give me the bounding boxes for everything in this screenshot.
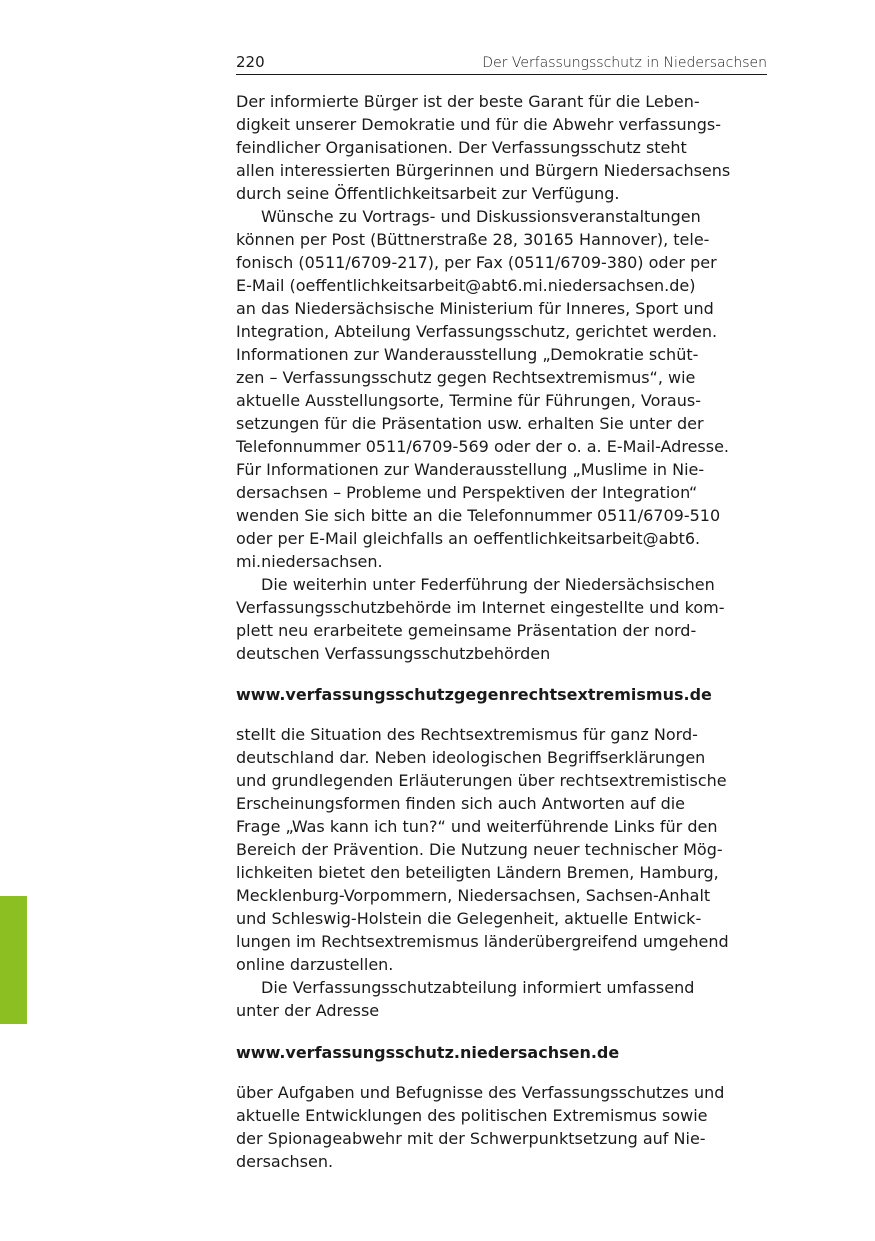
text-line: feindlicher Organisationen. Der Verfassungsschutz steht: [236, 138, 687, 157]
text-line: plett neu erarbeitete gemeinsame Präsentation der nord-: [236, 621, 697, 640]
text-line: zen – Verfassungsschutz gegen Rechtsextremismus“, wie: [236, 368, 696, 387]
text-line: E-Mail (oeffentlichkeitsarbeit@abt6.mi.niedersachsen.de): [236, 276, 696, 295]
page-number: 220: [236, 53, 265, 71]
text-line: an das Niedersächsische Ministerium für Inneres, Sport und: [236, 299, 714, 318]
text-line: Die weiterhin unter Federführung der Niedersächsischen: [261, 575, 715, 594]
text-line: Telefonnummer 0511/6709-569 oder der o. a. E-Mail-Adresse.: [236, 437, 730, 456]
text-line: und Schleswig-Holstein die Gelegenheit, aktuelle Entwick-: [236, 909, 702, 928]
text-line: aktuelle Ausstellungsorte, Termine für Führungen, Voraus-: [236, 391, 701, 410]
text-line: deutschland dar. Neben ideologischen Begriffserklärungen: [236, 748, 706, 767]
text-line: der Spionageabwehr mit der Schwerpunktsetzung auf Nie-: [236, 1129, 706, 1148]
text-line: lungen im Rechtsextremismus länderübergreifend umgehend: [236, 932, 729, 951]
text-line: dersachsen – Probleme und Perspektiven der Integration“: [236, 483, 698, 502]
text-line: Für Informationen zur Wanderausstellung „Muslime in Nie-: [236, 460, 705, 479]
text-line: und grundlegenden Erläuterungen über rechtsextremistische: [236, 771, 727, 790]
text-line: Verfassungsschutzbehörde im Internet eingestellte und kom-: [236, 598, 725, 617]
text-line: durch seine Öffentlichkeitsarbeit zur Verfügung.: [236, 184, 620, 203]
text-line: lichkeiten bietet den beteiligten Ländern Bremen, Hamburg,: [236, 863, 719, 882]
text-line: fonisch (0511/6709-217), per Fax (0511/6709-380) oder per: [236, 253, 717, 272]
text-line: aktuelle Entwicklungen des politischen Extremismus sowie: [236, 1106, 708, 1125]
url-verfassungsschutz-niedersachsen: www.verfassungsschutz.niedersachsen.de: [236, 1043, 620, 1062]
text-line: Der informierte Bürger ist der beste Garant für die Leben-: [236, 92, 700, 111]
text-line: unter der Adresse: [236, 1001, 380, 1020]
body-text-block-3: [236, 1081, 776, 1173]
text-line: können per Post (Büttnerstraße 28, 30165 Hannover), tele-: [236, 230, 710, 249]
chapter-tab-marker: [0, 896, 27, 1024]
body-text-block-1: [236, 90, 776, 665]
text-line: deutschen Verfassungsschutzbehörden: [236, 644, 551, 663]
text-line: online darzustellen.: [236, 955, 394, 974]
text-line: über Aufgaben und Befugnisse des Verfassungsschutzes und: [236, 1083, 725, 1102]
text-line: allen interessierten Bürgerinnen und Bürgern Niedersachsens: [236, 161, 731, 180]
text-line: dersachsen.: [236, 1152, 334, 1171]
text-line: Die Verfassungsschutzabteilung informiert umfassend: [261, 978, 695, 997]
running-header: [236, 52, 767, 75]
text-line: Informationen zur Wanderausstellung „Demokratie schüt-: [236, 345, 699, 364]
text-line: setzungen für die Präsentation usw. erhalten Sie unter der: [236, 414, 704, 433]
running-title: Der Verfassungsschutz in Niedersachsen: [482, 55, 767, 71]
text-line: Bereich der Prävention. Die Nutzung neuer technischer Mög-: [236, 840, 723, 859]
text-line: Mecklenburg-Vorpommern, Niedersachsen, Sachsen-Anhalt: [236, 886, 711, 905]
text-line: Erscheinungsformen finden sich auch Antworten auf die: [236, 794, 686, 813]
text-line: mi.niedersachsen.: [236, 552, 383, 571]
text-line: Frage „Was kann ich tun?“ und weiterführende Links für den: [236, 817, 718, 836]
text-line: stellt die Situation des Rechtsextremismus für ganz Nord-: [236, 725, 698, 744]
text-line: wenden Sie sich bitte an die Telefonnummer 0511/6709-510: [236, 506, 721, 525]
text-line: Wünsche zu Vortrags- und Diskussionsveranstaltungen: [261, 207, 701, 226]
text-line: oder per E-Mail gleichfalls an oeffentlichkeitsarbeit@abt6.: [236, 529, 701, 548]
text-line: digkeit unserer Demokratie und für die Abwehr verfassungs-: [236, 115, 722, 134]
text-line: Integration, Abteilung Verfassungsschutz, gerichtet werden.: [236, 322, 718, 341]
url-rechtsextremismus: www.verfassungsschutzgegenrechtsextremismus.de: [236, 685, 712, 704]
body-text-block-2: [236, 723, 776, 1022]
